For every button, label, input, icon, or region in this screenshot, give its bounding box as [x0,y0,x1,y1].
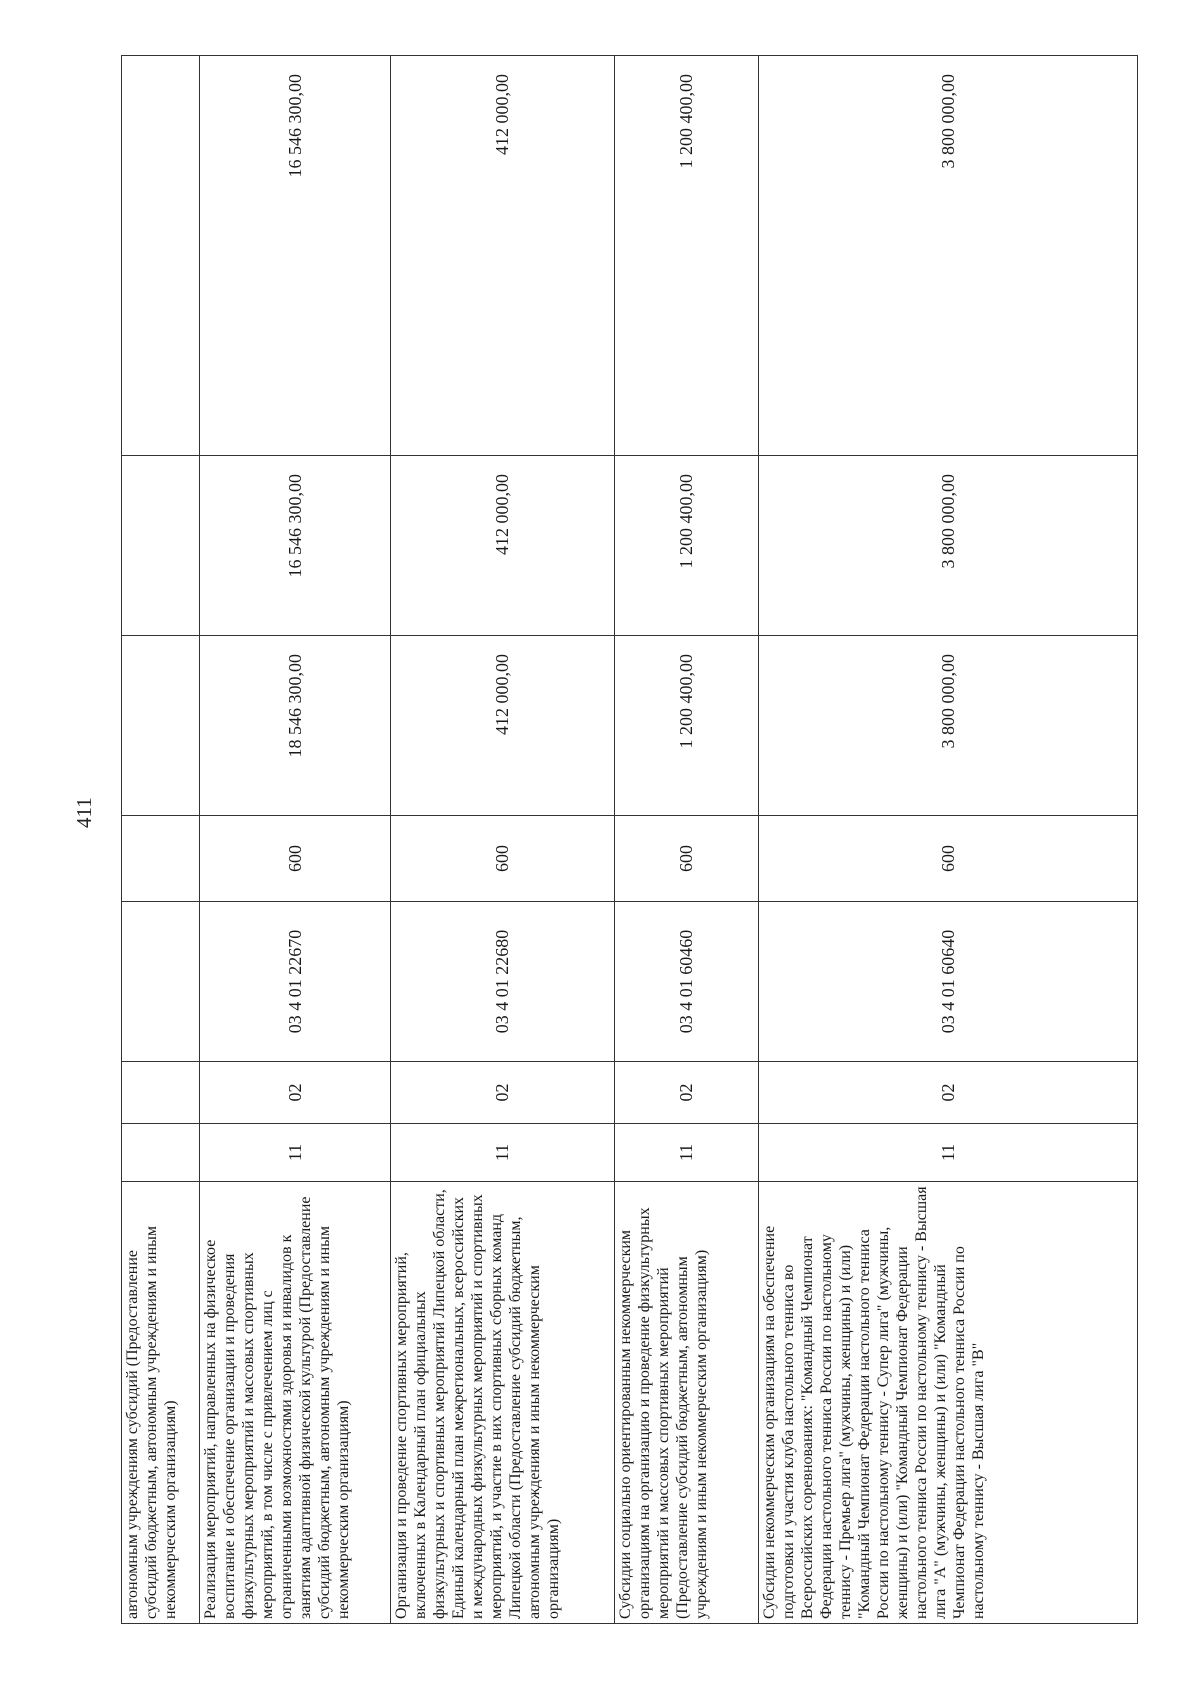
amount-year-3: 1 200 400,00 [615,56,759,456]
table-row [122,56,200,1624]
section-code [122,1124,200,1182]
table-row [391,56,615,1624]
amount-year-2 [122,456,200,636]
amount-year-1: 3 800 000,00 [759,636,1138,816]
amount-year-3: 16 546 300,00 [200,56,391,456]
section-code: 11 [200,1124,391,1182]
amount-year-3: 3 800 000,00 [759,56,1138,456]
row-description: Субсидии некоммерческим организациям на обеспечение подготовки и участия клуба настольного тенниса во Всероссийских соревнованиях: "Командный Чемпионат Федерации настольного тенниса России по настольному теннису - Премьер лига" (мужчины, женщины) и (или) "Командный Чемпионат Федерации настольного тенниса России по настольному теннису - Супер лига" (мужчины, женщины) и (или) "Командный Чемпионат Федерации настольного тенниса России по настольному теннису - Высшая лига "А" (мужчины, женщины) и (или) "Командный Чемпионат Федерации настольного тенниса России по настольному теннису - Высшая лига "В" [759,1182,1138,1624]
row-description: Субсидии социально ориентированным некоммерческим организациям на организацию и проведение физкультурных мероприятий и массовых спортивных мероприятий (Предоставление субсидий бюджетным, автономным учреждениям и иным некоммерческим организациям) [615,1182,759,1624]
table-row [200,56,391,1624]
target-article-code: 03 4 01 22670 [200,902,391,1062]
amount-year-2: 3 800 000,00 [759,456,1138,636]
amount-year-1: 412 000,00 [391,636,615,816]
expense-type-code [122,816,200,902]
section-code: 11 [615,1124,759,1182]
target-article-code [122,902,200,1062]
table-row [615,56,759,1624]
row-description: Реализация мероприятий, направленных на физическое воспитание и обеспечение организации и проведения физкультурных мероприятий и массовых спортивных мероприятий, в том числе с привлечением лиц с ограниченными возможностями здоровья и инвалидов к занятиям адаптивной физической культурой (Предоставление субсидий бюджетным, автономным учреждениям и иным некоммерческим организациям) [200,1182,391,1624]
amount-year-3 [122,56,200,456]
subsection-code: 02 [759,1062,1138,1124]
amount-year-1 [122,636,200,816]
target-article-code: 03 4 01 60460 [615,902,759,1062]
page-number: 411 [72,797,96,828]
amount-year-1: 18 546 300,00 [200,636,391,816]
amount-year-2: 16 546 300,00 [200,456,391,636]
target-article-code: 03 4 01 60640 [759,902,1138,1062]
amount-year-1: 1 200 400,00 [615,636,759,816]
row-description: автономным учреждениям субсидий (Предоставление субсидий бюджетным, автономным учреждениям и иным некоммерческим организациям) [122,1182,200,1624]
table-row [759,56,1138,1624]
expense-type-code: 600 [391,816,615,902]
amount-year-2: 1 200 400,00 [615,456,759,636]
rotated-table-container [121,56,1137,1624]
row-description: Организация и проведение спортивных мероприятий, включенных в Календарный план официальных физкультурных и спортивных мероприятий Липецкой области, Единый календарный план межрегиональных, всероссийских и международных физкультурных мероприятий и спортивных мероприятий, и участие в них спортивных сборных команд Липецкой области (Предоставление субсидий бюджетным, автономным учреждениям и иным некоммерческим организациям) [391,1182,615,1624]
subsection-code: 02 [391,1062,615,1124]
expense-type-code: 600 [200,816,391,902]
expense-type-code: 600 [615,816,759,902]
target-article-code: 03 4 01 22680 [391,902,615,1062]
section-code: 11 [759,1124,1138,1182]
subsection-code: 02 [615,1062,759,1124]
amount-year-3: 412 000,00 [391,56,615,456]
subsection-code: 02 [200,1062,391,1124]
section-code: 11 [391,1124,615,1182]
amount-year-2: 412 000,00 [391,456,615,636]
expense-type-code: 600 [759,816,1138,902]
budget-table [121,55,1138,1624]
subsection-code [122,1062,200,1124]
